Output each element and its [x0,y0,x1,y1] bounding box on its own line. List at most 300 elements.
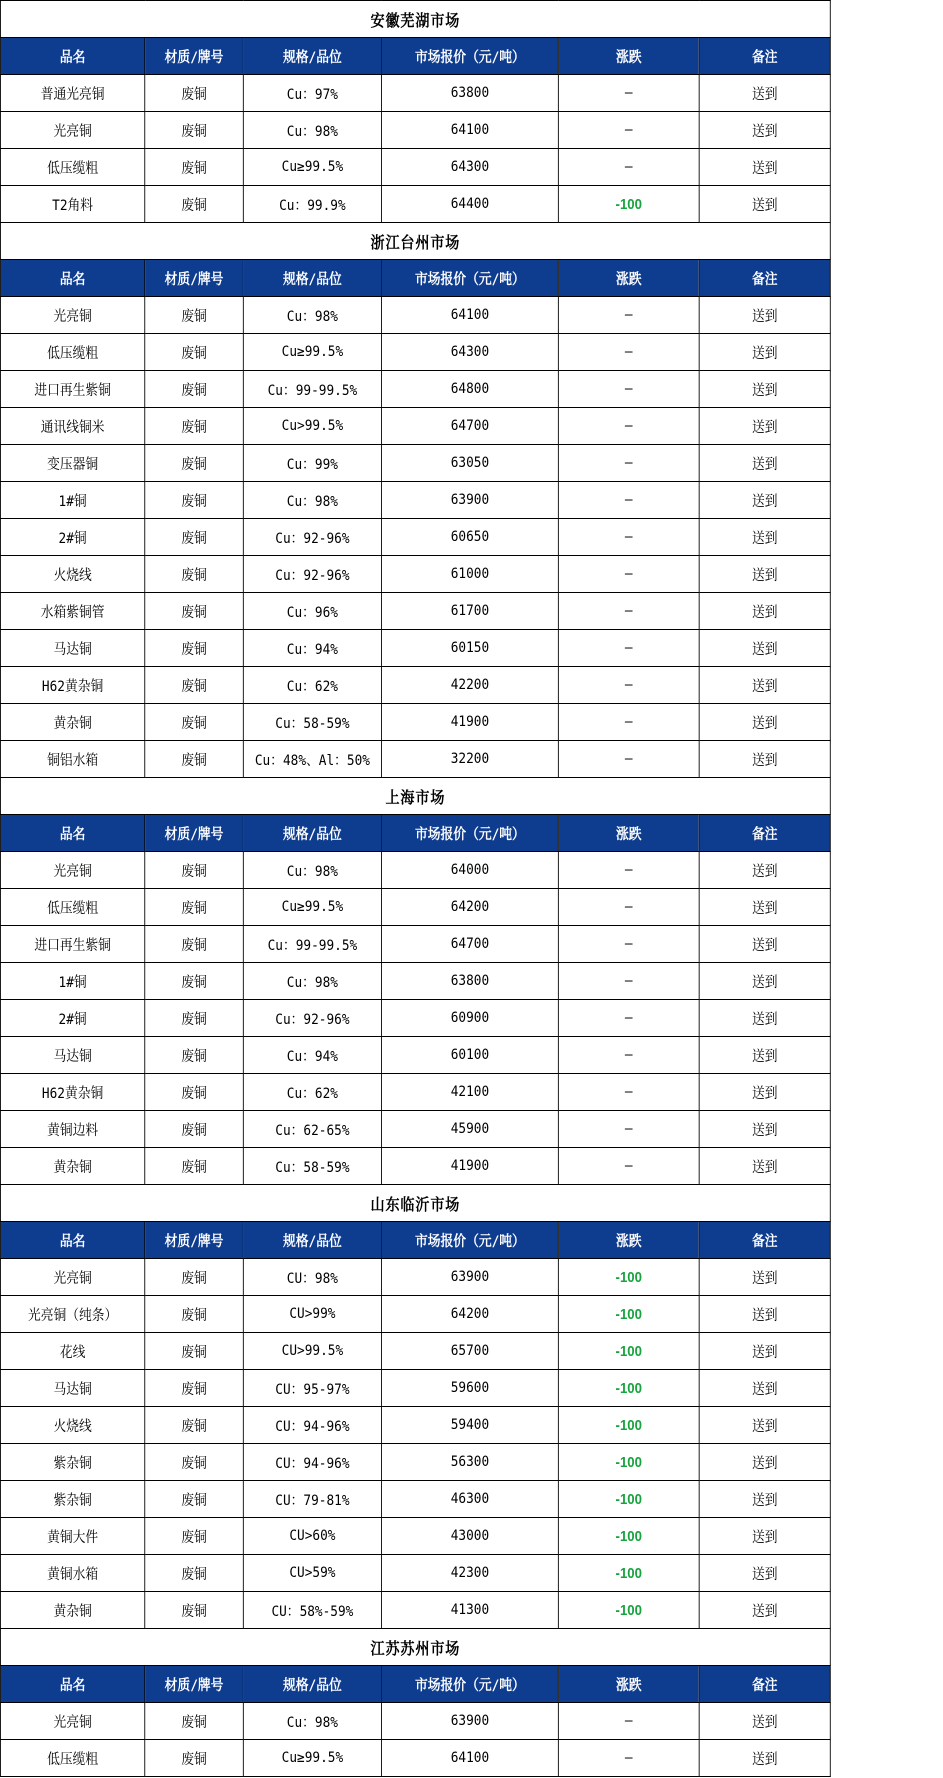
spec-cell: Cu≥99.5% [243,334,381,371]
note-cell: 送到 [699,926,830,963]
change-cell: – [558,1074,699,1111]
spec-cell: Cu：99.9% [243,186,381,223]
material-cell: 废铜 [145,149,244,186]
table-row [0,1148,830,1185]
table-row [0,1074,830,1111]
change-cell: – [558,926,699,963]
note-cell: 送到 [699,852,830,889]
change-cell: -100 [558,1259,699,1296]
table-row [0,1111,830,1148]
column-header-row [0,260,830,297]
table-row [0,889,830,926]
price-cell: 63900 [381,1703,558,1740]
change-cell: – [558,112,699,149]
product-name-cell: 光亮铜 [0,1259,144,1296]
product-name-cell: 黄铜大件 [0,1518,144,1555]
column-header: 市场报价（元/吨） [381,1222,558,1259]
material-cell: 废铜 [145,1333,244,1370]
market-title: 山东临沂市场 [0,1185,830,1222]
note-cell: 送到 [699,1333,830,1370]
note-cell: 送到 [699,889,830,926]
column-header: 规格/品位 [243,1666,381,1703]
price-cell: 59400 [381,1407,558,1444]
spec-cell: CU：94-96% [243,1407,381,1444]
note-cell: 送到 [699,1037,830,1074]
market-title: 上海市场 [0,778,830,815]
table-row [0,149,830,186]
price-cell: 64300 [381,334,558,371]
price-cell: 64300 [381,149,558,186]
price-cell: 61700 [381,593,558,630]
column-header: 备注 [699,38,830,75]
spec-cell: Cu≥99.5% [243,1740,381,1777]
product-name-cell: 2#铜 [0,1000,144,1037]
price-cell: 61000 [381,556,558,593]
price-cell: 64700 [381,926,558,963]
note-cell: 送到 [699,445,830,482]
table-row [0,1703,830,1740]
note-cell: 送到 [699,482,830,519]
column-header: 备注 [699,260,830,297]
change-cell: -100 [558,1370,699,1407]
table-row [0,112,830,149]
change-cell: -100 [558,1555,699,1592]
note-cell: 送到 [699,1296,830,1333]
material-cell: 废铜 [145,482,244,519]
column-header: 规格/品位 [243,1222,381,1259]
product-name-cell: 2#铜 [0,519,144,556]
price-table-body [0,1,830,1777]
change-cell: – [558,852,699,889]
note-cell: 送到 [699,1555,830,1592]
note-cell: 送到 [699,1481,830,1518]
material-cell: 废铜 [145,75,244,112]
product-name-cell: 花线 [0,1333,144,1370]
material-cell: 废铜 [145,1518,244,1555]
material-cell: 废铜 [145,1370,244,1407]
product-name-cell: 光亮铜 [0,297,144,334]
change-cell: – [558,889,699,926]
column-header: 规格/品位 [243,260,381,297]
change-cell: – [558,1703,699,1740]
product-name-cell: 1#铜 [0,482,144,519]
spec-cell: Cu：92-96% [243,1000,381,1037]
table-row [0,1000,830,1037]
note-cell: 送到 [699,519,830,556]
price-cell: 42200 [381,667,558,704]
price-cell: 60100 [381,1037,558,1074]
note-cell: 送到 [699,371,830,408]
spec-cell: Cu：98% [243,297,381,334]
price-cell: 56300 [381,1444,558,1481]
spec-cell: Cu：98% [243,852,381,889]
column-header: 品名 [0,260,144,297]
price-cell: 64700 [381,408,558,445]
price-cell: 60150 [381,630,558,667]
price-cell: 63800 [381,963,558,1000]
note-cell: 送到 [699,630,830,667]
note-cell: 送到 [699,963,830,1000]
column-header: 涨跌 [558,1222,699,1259]
price-cell: 64800 [381,371,558,408]
spec-cell: Cu：92-96% [243,519,381,556]
change-cell: – [558,556,699,593]
note-cell: 送到 [699,1518,830,1555]
change-cell: -100 [558,1592,699,1629]
column-header: 材质/牌号 [145,260,244,297]
note-cell: 送到 [699,1740,830,1777]
note-cell: 送到 [699,1407,830,1444]
note-cell: 送到 [699,741,830,778]
material-cell: 废铜 [145,593,244,630]
table-row [0,1444,830,1481]
product-name-cell: 通讯线铜米 [0,408,144,445]
product-name-cell: 普通光亮铜 [0,75,144,112]
price-cell: 65700 [381,1333,558,1370]
note-cell: 送到 [699,1148,830,1185]
price-cell: 64200 [381,1296,558,1333]
table-row [0,371,830,408]
spec-cell: Cu：99-99.5% [243,371,381,408]
column-header-row [0,38,830,75]
note-cell: 送到 [699,1111,830,1148]
change-cell: – [558,445,699,482]
spec-cell: Cu：96% [243,593,381,630]
table-row [0,1259,830,1296]
spec-cell: Cu：97% [243,75,381,112]
product-name-cell: 光亮铜（纯条） [0,1296,144,1333]
change-cell: – [558,1740,699,1777]
material-cell: 废铜 [145,408,244,445]
change-cell: – [558,519,699,556]
price-cell: 59600 [381,1370,558,1407]
column-header: 市场报价（元/吨） [381,260,558,297]
column-header: 品名 [0,1222,144,1259]
market-title-row [0,1629,830,1666]
table-row [0,75,830,112]
change-cell: – [558,1111,699,1148]
spec-cell: Cu：58-59% [243,704,381,741]
column-header: 市场报价（元/吨） [381,815,558,852]
column-header: 涨跌 [558,815,699,852]
market-title: 浙江台州市场 [0,223,830,260]
product-name-cell: 铜铝水箱 [0,741,144,778]
change-cell: -100 [558,1518,699,1555]
spec-cell: Cu：94% [243,1037,381,1074]
table-row [0,630,830,667]
table-row [0,186,830,223]
change-cell: – [558,482,699,519]
table-row [0,482,830,519]
spec-cell: Cu：62% [243,667,381,704]
column-header: 市场报价（元/吨） [381,1666,558,1703]
price-cell: 63900 [381,1259,558,1296]
price-cell: 64100 [381,112,558,149]
product-name-cell: 马达铜 [0,1370,144,1407]
product-name-cell: 光亮铜 [0,1703,144,1740]
material-cell: 废铜 [145,1555,244,1592]
product-name-cell: 马达铜 [0,1037,144,1074]
price-cell: 41300 [381,1592,558,1629]
note-cell: 送到 [699,1259,830,1296]
change-cell: – [558,149,699,186]
price-cell: 63800 [381,75,558,112]
change-cell: -100 [558,186,699,223]
material-cell: 废铜 [145,704,244,741]
column-header: 材质/牌号 [145,38,244,75]
price-cell: 46300 [381,1481,558,1518]
table-row [0,1740,830,1777]
table-row [0,593,830,630]
column-header: 材质/牌号 [145,1222,244,1259]
note-cell: 送到 [699,408,830,445]
spec-cell: CU>59% [243,1555,381,1592]
price-cell: 63900 [381,482,558,519]
table-row [0,852,830,889]
material-cell: 废铜 [145,667,244,704]
market-title-row [0,1185,830,1222]
spec-cell: CU：79-81% [243,1481,381,1518]
note-cell: 送到 [699,1074,830,1111]
note-cell: 送到 [699,334,830,371]
column-header: 涨跌 [558,38,699,75]
column-header: 规格/品位 [243,815,381,852]
product-name-cell: H62黄杂铜 [0,1074,144,1111]
table-row [0,1555,830,1592]
product-name-cell: 变压器铜 [0,445,144,482]
table-row [0,1333,830,1370]
product-name-cell: 黄杂铜 [0,1592,144,1629]
change-cell: – [558,334,699,371]
column-header: 备注 [699,815,830,852]
column-header-row [0,815,830,852]
product-name-cell: 黄铜边料 [0,1111,144,1148]
note-cell: 送到 [699,1703,830,1740]
material-cell: 废铜 [145,186,244,223]
change-cell: – [558,371,699,408]
material-cell: 废铜 [145,926,244,963]
spec-cell: Cu≥99.5% [243,149,381,186]
spec-cell: Cu：99% [243,445,381,482]
change-cell: – [558,1148,699,1185]
spec-cell: Cu：99-99.5% [243,926,381,963]
material-cell: 废铜 [145,1259,244,1296]
note-cell: 送到 [699,1370,830,1407]
material-cell: 废铜 [145,741,244,778]
price-cell: 41900 [381,1148,558,1185]
table-row [0,556,830,593]
price-cell: 42300 [381,1555,558,1592]
product-name-cell: 马达铜 [0,630,144,667]
change-cell: – [558,630,699,667]
market-title: 安徽芜湖市场 [0,1,830,38]
change-cell: -100 [558,1407,699,1444]
column-header: 规格/品位 [243,38,381,75]
material-cell: 废铜 [145,334,244,371]
price-cell: 64200 [381,889,558,926]
table-row [0,704,830,741]
product-name-cell: 紫杂铜 [0,1444,144,1481]
product-name-cell: 火烧线 [0,556,144,593]
table-row [0,1370,830,1407]
material-cell: 废铜 [145,1296,244,1333]
change-cell: -100 [558,1333,699,1370]
table-row [0,667,830,704]
material-cell: 废铜 [145,556,244,593]
material-cell: 废铜 [145,630,244,667]
change-cell: – [558,704,699,741]
material-cell: 废铜 [145,1148,244,1185]
table-row [0,1296,830,1333]
spec-cell: Cu：48%、Al：50% [243,741,381,778]
price-cell: 45900 [381,1111,558,1148]
column-header: 品名 [0,815,144,852]
material-cell: 废铜 [145,852,244,889]
product-name-cell: 低压缆粗 [0,889,144,926]
spec-cell: CU：94-96% [243,1444,381,1481]
material-cell: 废铜 [145,445,244,482]
column-header-row [0,1222,830,1259]
spec-cell: Cu：62% [243,1074,381,1111]
table-row [0,1407,830,1444]
spec-cell: CU：95-97% [243,1370,381,1407]
product-name-cell: 黄杂铜 [0,1148,144,1185]
change-cell: -100 [558,1481,699,1518]
change-cell: – [558,667,699,704]
table-row [0,408,830,445]
product-name-cell: 低压缆粗 [0,149,144,186]
market-title-row [0,223,830,260]
table-row [0,519,830,556]
table-row [0,445,830,482]
change-cell: -100 [558,1444,699,1481]
table-row [0,334,830,371]
spec-cell: Cu：98% [243,482,381,519]
product-name-cell: 光亮铜 [0,112,144,149]
product-name-cell: 1#铜 [0,963,144,1000]
note-cell: 送到 [699,186,830,223]
material-cell: 废铜 [145,889,244,926]
spec-cell: Cu：98% [243,112,381,149]
price-cell: 64100 [381,1740,558,1777]
note-cell: 送到 [699,1000,830,1037]
column-header: 材质/牌号 [145,815,244,852]
table-row [0,1037,830,1074]
price-cell: 60650 [381,519,558,556]
material-cell: 废铜 [145,963,244,1000]
table-row [0,1592,830,1629]
column-header: 材质/牌号 [145,1666,244,1703]
price-cell: 64000 [381,852,558,889]
note-cell: 送到 [699,112,830,149]
note-cell: 送到 [699,1444,830,1481]
spec-cell: Cu：58-59% [243,1148,381,1185]
product-name-cell: 黄铜水箱 [0,1555,144,1592]
column-header: 涨跌 [558,1666,699,1703]
price-cell: 63050 [381,445,558,482]
material-cell: 废铜 [145,1592,244,1629]
column-header: 市场报价（元/吨） [381,38,558,75]
material-cell: 废铜 [145,1111,244,1148]
material-cell: 废铜 [145,1074,244,1111]
material-cell: 废铜 [145,1407,244,1444]
change-cell: – [558,297,699,334]
note-cell: 送到 [699,704,830,741]
price-cell: 41900 [381,704,558,741]
spec-cell: CU>99% [243,1296,381,1333]
table-row [0,963,830,1000]
change-cell: – [558,1037,699,1074]
material-cell: 废铜 [145,1037,244,1074]
material-cell: 废铜 [145,1703,244,1740]
product-name-cell: 低压缆粗 [0,1740,144,1777]
column-header: 品名 [0,38,144,75]
change-cell: – [558,75,699,112]
column-header: 涨跌 [558,260,699,297]
change-cell: – [558,963,699,1000]
product-name-cell: 低压缆粗 [0,334,144,371]
change-cell: -100 [558,1296,699,1333]
table-row [0,297,830,334]
market-title-row [0,1,830,38]
change-cell: – [558,408,699,445]
note-cell: 送到 [699,149,830,186]
table-row [0,1481,830,1518]
price-cell: 32200 [381,741,558,778]
material-cell: 废铜 [145,1444,244,1481]
product-name-cell: 黄杂铜 [0,704,144,741]
spec-cell: CU：98% [243,1259,381,1296]
column-header-row [0,1666,830,1703]
spec-cell: Cu：94% [243,630,381,667]
material-cell: 废铜 [145,519,244,556]
column-header: 备注 [699,1666,830,1703]
spec-cell: CU>60% [243,1518,381,1555]
product-name-cell: 紫杂铜 [0,1481,144,1518]
product-name-cell: 水箱紫铜管 [0,593,144,630]
note-cell: 送到 [699,75,830,112]
column-header: 品名 [0,1666,144,1703]
market-title: 江苏苏州市场 [0,1629,830,1666]
spec-cell: Cu≥99.5% [243,889,381,926]
note-cell: 送到 [699,1592,830,1629]
spec-cell: Cu：98% [243,1703,381,1740]
price-cell: 43000 [381,1518,558,1555]
spec-cell: CU：58%-59% [243,1592,381,1629]
table-row [0,926,830,963]
note-cell: 送到 [699,297,830,334]
spec-cell: CU>99.5% [243,1333,381,1370]
spec-cell: Cu>99.5% [243,408,381,445]
price-cell: 64100 [381,297,558,334]
note-cell: 送到 [699,667,830,704]
note-cell: 送到 [699,556,830,593]
material-cell: 废铜 [145,1740,244,1777]
product-name-cell: 火烧线 [0,1407,144,1444]
spec-cell: Cu：98% [243,963,381,1000]
material-cell: 废铜 [145,1000,244,1037]
table-row [0,741,830,778]
product-name-cell: 进口再生紫铜 [0,371,144,408]
product-name-cell: H62黄杂铜 [0,667,144,704]
material-cell: 废铜 [145,112,244,149]
market-title-row [0,778,830,815]
product-name-cell: T2角料 [0,186,144,223]
product-name-cell: 进口再生紫铜 [0,926,144,963]
material-cell: 废铜 [145,297,244,334]
change-cell: – [558,593,699,630]
column-header: 备注 [699,1222,830,1259]
